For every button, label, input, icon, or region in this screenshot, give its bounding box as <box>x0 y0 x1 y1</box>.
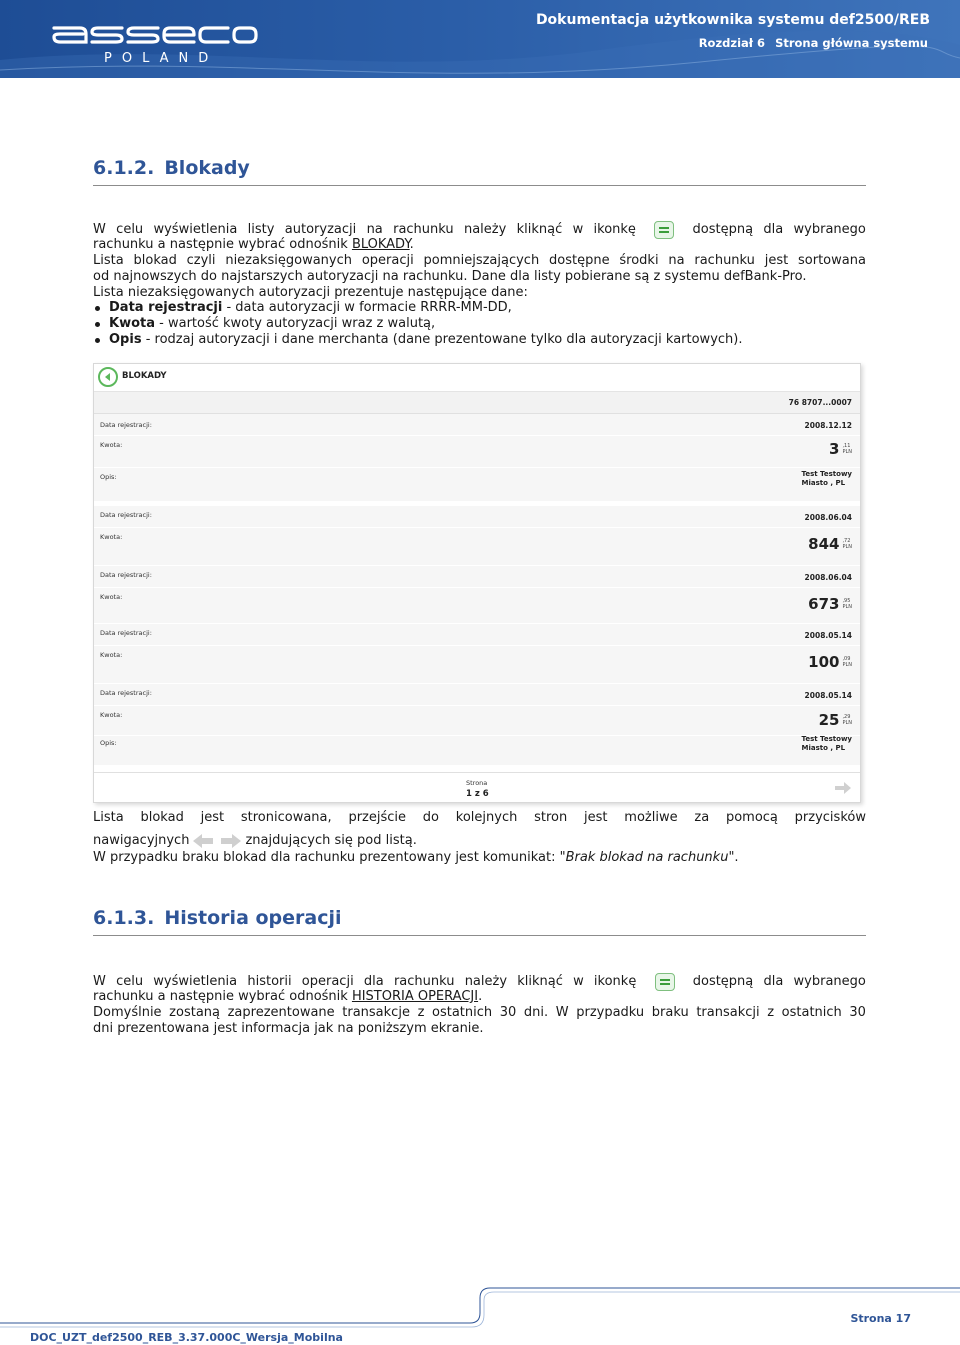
blokady-paragraph-2-line-2: od najnowszych do najstarszych autoryzacji na rachunku. Dane dla listy pobierane są z systemu defBank-Pro. <box>93 269 807 284</box>
prev-next-arrows-icon <box>189 832 245 850</box>
next-page-arrow-icon[interactable] <box>834 782 852 794</box>
table-row[interactable]: Data rejestracji: 2008.12.12 Kwota: 3 ,11 PLN Opis: Test Testowy Miasto , PL <box>94 414 860 502</box>
blokady-link[interactable]: BLOKADY <box>351 237 410 252</box>
blokady-screenshot <box>93 363 861 803</box>
record-amount: 100 ,09 PLN <box>808 653 852 671</box>
historia-paragraph-1-line-2: rachunku a następnie wybrać odnośnik HISTORIA OPERACJI. <box>93 989 483 1004</box>
record-description: Test Testowy Miasto , PL <box>801 735 852 752</box>
list-item: Kwota - wartość kwoty autoryzacji wraz z walutą, <box>93 316 866 332</box>
empty-list-message: "Brak blokad na rachunku" <box>559 850 735 865</box>
record-amount: 673 ,95 PLN <box>808 595 852 613</box>
navigation-arrows-icon <box>189 832 245 850</box>
list-item: Data rejestracji - data autoryzacji w formacie RRRR-MM-DD, <box>93 300 866 316</box>
record-date: 2008.05.14 <box>804 691 852 700</box>
page-number: Strona 17 <box>850 1312 911 1325</box>
historia-operacji-link[interactable]: HISTORIA OPERACJI <box>351 989 479 1004</box>
record-amount: 25 ,29 PLN <box>818 711 852 729</box>
account-number: 76 8707...0007 <box>788 398 852 407</box>
blokady-paragraph-3-line-2: nawigacyjnych znajdujących się pod listą. <box>93 833 417 848</box>
asseco-logo <box>50 22 260 48</box>
table-row[interactable]: Data rejestracji: 2008.05.14 Kwota: 100 ,09 PLN <box>94 624 860 684</box>
section-number: 6.1.3. <box>93 907 155 929</box>
historia-paragraph-2-line-1: Domyślnie zostaną zaprezentowane transakcje z ostatnich 30 dni. W przypadku braku transakcji z ostatnich 30 <box>93 1005 866 1020</box>
record-date: 2008.06.04 <box>804 573 852 582</box>
blokady-paragraph-2-line-3: Lista niezaksięgowanych autoryzacji prezentuje następujące dane: <box>93 285 528 300</box>
blokady-paragraph-1-line-2: rachunku a następnie wybrać odnośnik BLOKADY. <box>93 237 414 252</box>
pager-value: 1 z 6 <box>466 789 489 799</box>
chapter-info <box>699 36 928 50</box>
blokady-paragraph-4: W przypadku braku blokad dla rachunku prezentowany jest komunikat: "Brak blokad na rachunku". <box>93 850 739 865</box>
blokady-field-list <box>93 300 866 347</box>
screenshot-titlebar <box>94 364 860 392</box>
record-date: 2008.12.12 <box>804 421 852 430</box>
document-id: DOC_UZT_def2500_REB_3.37.000C_Wersja_Mobilna <box>30 1331 343 1344</box>
record-date: 2008.05.14 <box>804 631 852 640</box>
record-description: Test Testowy Miasto , PL <box>801 470 852 487</box>
logo-subtitle: POLAND <box>104 51 219 66</box>
page-header <box>0 0 960 78</box>
chapter-number: Rozdział 6 <box>698 36 766 50</box>
section-number: 6.1.2. <box>93 157 155 179</box>
section-title: Historia operacji <box>164 907 342 929</box>
section-heading-historia <box>93 907 866 936</box>
section-title: Blokady <box>164 157 250 179</box>
table-row[interactable]: Data rejestracji: 2008.06.04 Kwota: 673 ,95 PLN <box>94 566 860 624</box>
table-row[interactable]: Data rejestracji: 2008.06.04 Kwota: 844 ,72 PLN <box>94 506 860 566</box>
screenshot-title: BLOKADY <box>122 371 167 381</box>
list-item: Opis - rodzaj autoryzacji i dane merchanta (dane prezentowane tylko dla autoryzacji kartowych). <box>93 332 866 348</box>
record-amount: 844 ,72 PLN <box>808 535 852 553</box>
pagination-bar <box>94 772 860 802</box>
chapter-name: Strona główna systemu <box>775 36 928 50</box>
table-row[interactable]: Data rejestracji: 2008.05.14 Kwota: 25 ,29 PLN Opis: Test Testowy Miasto , PL <box>94 684 860 766</box>
blokady-paragraph-2-line-1: Lista blokad czyli niezaksięgowanych operacji pomniejszających dostępne środki na rachunku jest sortowana <box>93 253 866 268</box>
record-amount: 3 ,11 PLN <box>829 440 852 458</box>
record-date: 2008.06.04 <box>804 513 852 522</box>
pager-label: Strona <box>466 779 488 787</box>
blokady-paragraph-1-line-1: W celu wyświetlenia listy autoryzacji na rachunku należy kliknąć w ikonkę dostępną dla wybranego <box>93 222 866 237</box>
historia-paragraph-2-line-2: dni prezentowana jest informacja jak na poniższym ekranie. <box>93 1021 484 1036</box>
back-arrow-icon[interactable] <box>98 367 118 387</box>
section-heading-blokady <box>93 157 866 186</box>
historia-paragraph-1-line-1: W celu wyświetlenia historii operacji dla rachunku należy kliknąć w ikonkę dostępną dla wybranego <box>93 974 866 989</box>
blokady-paragraph-3-line-1: Lista blokad jest stronicowana, przejście do kolejnych stron jest możliwe za pomocą przycisków <box>93 810 866 825</box>
document-title: Dokumentacja użytkownika systemu def2500/REB <box>535 12 930 28</box>
account-number-bar <box>94 392 860 414</box>
